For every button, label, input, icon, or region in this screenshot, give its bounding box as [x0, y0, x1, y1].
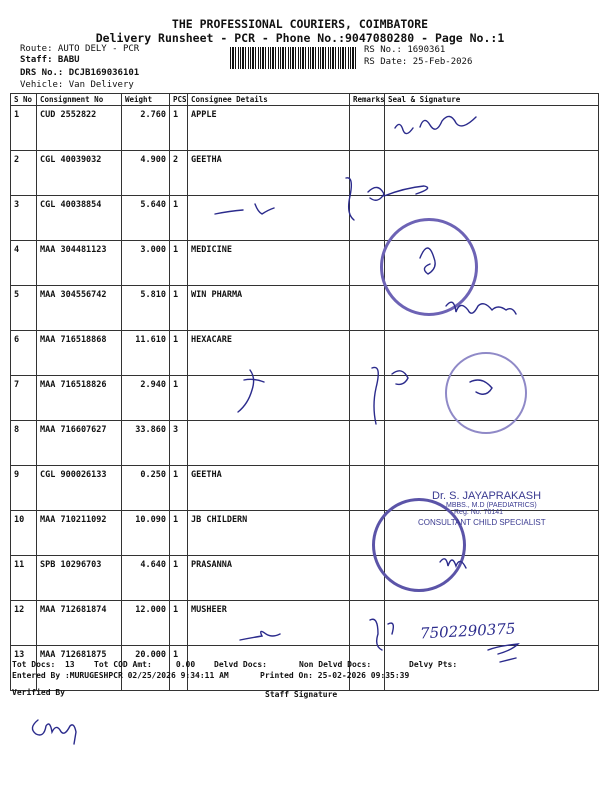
tot-cod: Tot COD Amt: 0.00: [94, 660, 196, 669]
cell-sno: 12: [11, 601, 37, 646]
cell-sno: 3: [11, 196, 37, 241]
cell-weight: 2.760: [122, 106, 170, 151]
doctor-degree: MBBS., M.D (PAEDIATRICS): [446, 502, 537, 509]
cell-weight: 5.810: [122, 286, 170, 331]
runsheet-subtitle: Delivery Runsheet - PCR - Phone No.:9047080280 - Page No.:1: [95, 31, 505, 45]
cell-pcs: 1: [170, 376, 188, 421]
cell-consignment: MAA 710211092: [37, 511, 122, 556]
cell-weight: 4.900: [122, 151, 170, 196]
col-seal: Seal & Signature: [385, 94, 599, 106]
company-title: THE PROFESSIONAL COURIERS, COIMBATORE: [171, 17, 429, 31]
verified-by-label: Verified By: [12, 688, 65, 697]
cell-consignment: MAA 304481123: [37, 241, 122, 286]
cell-pcs: 2: [170, 151, 188, 196]
delvy-pts: Delvy Pts:: [409, 660, 458, 669]
cell-pcs: 1: [170, 196, 188, 241]
cell-weight: 2.940: [122, 376, 170, 421]
doctor-reg: Reg. No: 70141: [454, 509, 504, 516]
cell-sno: 7: [11, 376, 37, 421]
cell-pcs: 1: [170, 286, 188, 331]
doctor-title: CONSULTANT CHILD SPECIALIST: [418, 518, 546, 527]
signature-row-1: [395, 116, 476, 133]
entered-by: Entered By :MURUGESHPCR 02/25/2026 9:34:11 AM: [12, 671, 229, 680]
cell-weight: 20.000: [122, 646, 170, 691]
cell-pcs: 1: [170, 556, 188, 601]
cell-sno: 13: [11, 646, 37, 691]
signature-row-3: [215, 204, 274, 214]
cell-sno: 5: [11, 286, 37, 331]
cell-consignment: MAA 712681874: [37, 601, 122, 646]
cell-sno: 8: [11, 421, 37, 466]
tot-docs: Tot Docs: 13: [12, 660, 75, 669]
cell-sno: 4: [11, 241, 37, 286]
col-consignee: Consignee Details: [188, 94, 350, 106]
cell-sno: 9: [11, 466, 37, 511]
cell-consignee: MEDICINE: [188, 241, 350, 286]
cell-pcs: 1: [170, 241, 188, 286]
cell-consignment: CGL 40038854: [37, 196, 122, 241]
printed-on: Printed On: 25-02-2026 09:35:39: [260, 671, 410, 680]
signature-row-6: [446, 302, 516, 314]
cell-consignment: MAA 716607627: [37, 421, 122, 466]
vehicle-label: Vehicle: Van Delivery: [20, 80, 134, 90]
signature-row-4: [420, 248, 435, 274]
staff-label: Staff: BABU: [20, 55, 80, 65]
cell-pcs: 1: [170, 646, 188, 691]
cell-consignment: CGL 40039032: [37, 151, 122, 196]
cell-consignee: WIN PHARMA: [188, 286, 350, 331]
cell-consignee: GEETHA: [188, 466, 350, 511]
cell-weight: 5.640: [122, 196, 170, 241]
cell-consignee: MUSHEER: [188, 601, 350, 646]
totals-line: [12, 660, 592, 669]
cell-weight: 33.860: [122, 421, 170, 466]
cell-pcs: 3: [170, 421, 188, 466]
signature-row-2: [346, 178, 428, 220]
col-consignment: Consignment No: [37, 94, 122, 106]
cell-weight: 3.000: [122, 241, 170, 286]
cell-weight: 12.000: [122, 601, 170, 646]
cell-consignee: GEETHA: [188, 151, 350, 196]
cell-pcs: 1: [170, 466, 188, 511]
cell-consignee: JB CHILDERN: [188, 511, 350, 556]
rs-date: RS Date: 25-Feb-2026: [364, 57, 473, 67]
cell-consignment: MAA 304556742: [37, 286, 122, 331]
signature-verified: [32, 720, 76, 744]
cell-pcs: 1: [170, 331, 188, 376]
route-label: Route: AUTO DELY - PCR: [20, 44, 140, 54]
cell-consignment: CUD 2552822: [37, 106, 122, 151]
cell-consignee: HEXACARE: [188, 331, 350, 376]
col-pcs: PCS: [170, 94, 188, 106]
col-remarks: Remarks: [350, 94, 385, 106]
doctor-name: Dr. S. JAYAPRAKASH: [432, 490, 542, 502]
cell-sno: 11: [11, 556, 37, 601]
cell-consignee: APPLE: [188, 106, 350, 151]
signature-row-11: [440, 559, 466, 568]
staff-signature-label: Staff Signature: [265, 690, 338, 699]
cell-sno: 10: [11, 511, 37, 556]
cell-sno: 1: [11, 106, 37, 151]
cell-weight: 11.610: [122, 331, 170, 376]
cell-pcs: 1: [170, 511, 188, 556]
cell-consignment: SPB 10296703: [37, 556, 122, 601]
cell-consignment: CGL 900026133: [37, 466, 122, 511]
delvd-docs: Delvd Docs:: [214, 660, 267, 669]
col-weight: Weight: [122, 94, 170, 106]
cell-consignment: MAA 712681875: [37, 646, 122, 691]
col-sno: S No: [11, 94, 37, 106]
cell-consignee: PRASANNA: [188, 556, 350, 601]
signature-row-7-8: [238, 367, 492, 424]
cell-sno: 6: [11, 331, 37, 376]
cell-pcs: 1: [170, 106, 188, 151]
cell-weight: 10.090: [122, 511, 170, 556]
cell-weight: 4.640: [122, 556, 170, 601]
non-delvd-docs: Non Delvd Docs:: [299, 660, 372, 669]
cell-weight: 0.250: [122, 466, 170, 511]
cell-consignment: MAA 716518826: [37, 376, 122, 421]
drs-label: DRS No.: DCJB169036101: [20, 68, 140, 78]
cell-sno: 2: [11, 151, 37, 196]
cell-consignment: MAA 716518868: [37, 331, 122, 376]
rs-number: RS No.: 1690361: [364, 45, 446, 55]
cell-pcs: 1: [170, 601, 188, 646]
handwritten-phone: 7502290375: [419, 619, 516, 643]
